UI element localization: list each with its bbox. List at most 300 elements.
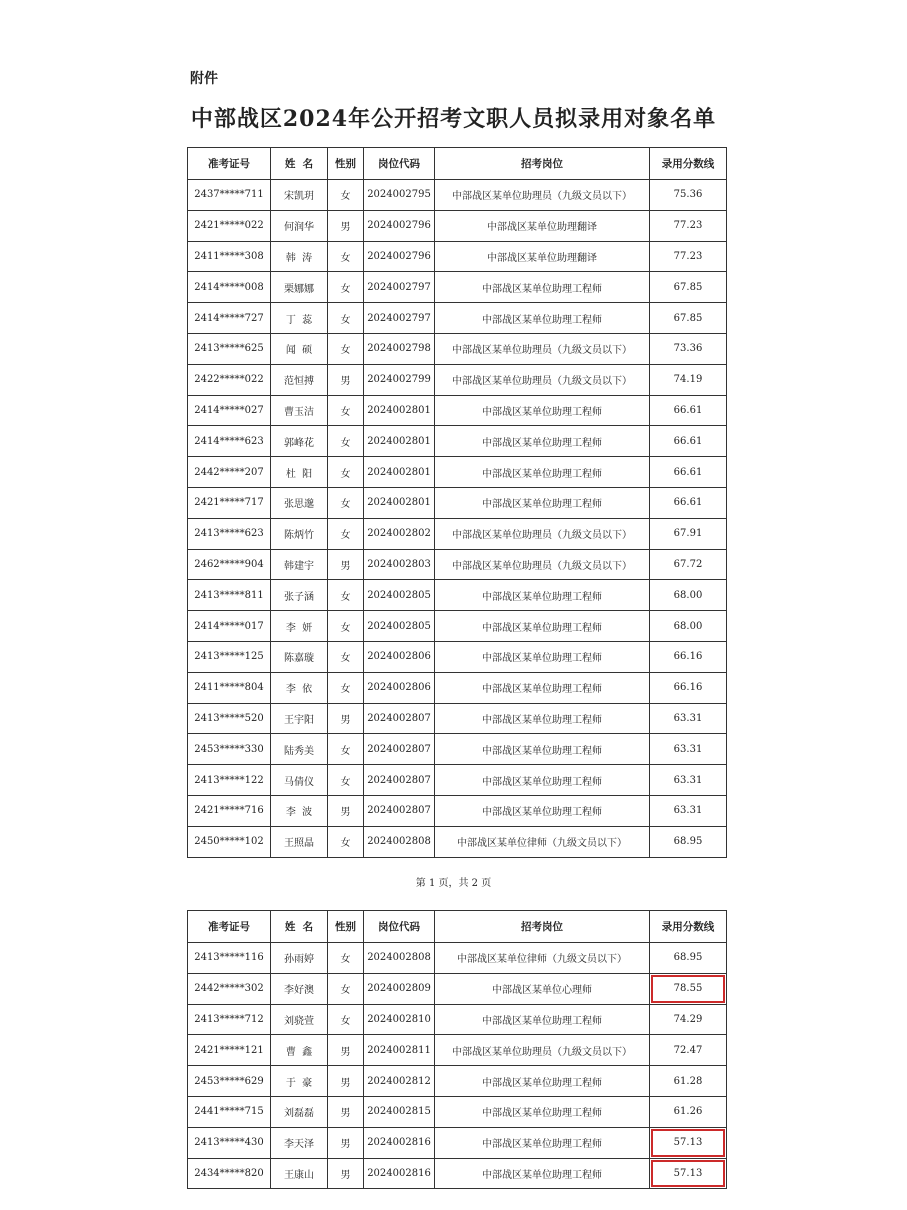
name-cell-text: 孙雨婷 (284, 954, 314, 966)
gender-cell-text: 女 (340, 530, 351, 542)
exam-id-cell (188, 641, 271, 672)
table-row (188, 549, 727, 580)
name-cell-text: 郭峰花 (284, 437, 314, 449)
position-cell-text: 中部战区某单位助理工程师 (482, 437, 602, 449)
gender-cell-text: 女 (340, 653, 351, 665)
position-code-cell (364, 795, 435, 826)
name-cell (271, 795, 328, 826)
position-code-cell (364, 1158, 435, 1189)
score-cell-text: 68.95 (673, 836, 703, 848)
position-code-cell (364, 272, 435, 303)
score-cell-text: 57.13 (673, 1137, 703, 1149)
position-code-cell-text: 2024002807 (367, 712, 431, 724)
name-cell (271, 272, 328, 303)
gender-cell-text: 女 (340, 499, 351, 511)
position-code-cell-text: 2024002812 (367, 1075, 431, 1087)
score-cell-text: 66.16 (673, 651, 703, 663)
score-cell-text: 74.19 (673, 374, 703, 386)
gender-cell-text: 女 (340, 314, 351, 326)
name-cell (271, 1158, 328, 1189)
position-code-cell-text: 2024002801 (367, 435, 431, 447)
exam-id-cell (188, 272, 271, 303)
table-header-row (188, 911, 727, 943)
position-code-cell-text: 2024002797 (367, 312, 431, 324)
table-row (188, 1127, 727, 1158)
position-cell-text: 中部战区某单位助理工程师 (482, 1169, 602, 1181)
position-cell-text: 中部战区某单位律师（九级文员以下） (457, 954, 627, 966)
table-row (188, 426, 727, 457)
exam-id-cell-text: 2411*****308 (194, 250, 264, 262)
gender-cell (328, 1035, 364, 1066)
position-cell (435, 795, 650, 826)
exam-id-cell-text: 2437*****711 (194, 189, 264, 201)
header-score-line: 录用分数线 (650, 148, 727, 180)
position-cell-text: 中部战区某单位助理工程师 (482, 591, 602, 603)
score-cell (650, 973, 727, 1004)
exam-id-cell (188, 1004, 271, 1035)
position-code-cell (364, 1066, 435, 1097)
header-name: 姓 名 (271, 148, 328, 180)
table-row (188, 1035, 727, 1066)
name-cell (271, 457, 328, 488)
name-cell-text: 栗娜娜 (284, 283, 314, 295)
header-exam-id: 准考证号 (188, 148, 271, 180)
gender-cell (328, 795, 364, 826)
position-cell-text: 中部战区某单位助理工程师 (482, 406, 602, 418)
position-cell (435, 943, 650, 974)
score-cell-text: 66.16 (673, 682, 703, 694)
gender-cell (328, 272, 364, 303)
exam-id-cell (188, 795, 271, 826)
name-cell-text: 陈嘉璇 (284, 653, 314, 665)
position-cell-text: 中部战区某单位助理员（九级文员以下） (452, 376, 632, 388)
table-row (188, 826, 727, 857)
name-cell (271, 580, 328, 611)
position-code-cell-text: 2024002796 (367, 220, 431, 232)
score-highlight-box (651, 1129, 725, 1157)
header-exam-id: 准考证号 (188, 911, 271, 943)
exam-id-cell-text: 2453*****330 (194, 743, 264, 755)
gender-cell (328, 672, 364, 703)
position-cell (435, 364, 650, 395)
gender-cell (328, 364, 364, 395)
gender-cell-text: 男 (340, 1108, 351, 1120)
position-code-cell (364, 973, 435, 1004)
position-cell-text: 中部战区某单位助理工程师 (482, 499, 602, 511)
position-code-cell (364, 1004, 435, 1035)
name-cell (271, 364, 328, 395)
position-cell-text: 中部战区某单位助理员（九级文员以下） (452, 530, 632, 542)
position-cell-text: 中部战区某单位心理师 (492, 985, 592, 997)
name-cell (271, 549, 328, 580)
gender-cell-text: 女 (340, 684, 351, 696)
position-code-cell-text: 2024002803 (367, 558, 431, 570)
position-cell-text: 中部战区某单位助理工程师 (482, 653, 602, 665)
score-highlight-box (651, 975, 725, 1003)
gender-cell-text: 女 (340, 252, 351, 264)
table-row (188, 303, 727, 334)
gender-cell (328, 1158, 364, 1189)
position-code-cell (364, 333, 435, 364)
exam-id-cell (188, 487, 271, 518)
exam-id-cell (188, 457, 271, 488)
position-cell (435, 734, 650, 765)
position-cell (435, 1066, 650, 1097)
position-cell (435, 457, 650, 488)
position-code-cell-text: 2024002807 (367, 774, 431, 786)
exam-id-cell (188, 364, 271, 395)
header-gender: 性别 (328, 911, 364, 943)
exam-id-cell (188, 826, 271, 857)
score-cell (650, 734, 727, 765)
gender-cell (328, 180, 364, 211)
position-code-cell-text: 2024002815 (367, 1106, 431, 1118)
exam-id-cell (188, 734, 271, 765)
gender-cell (328, 333, 364, 364)
gender-cell-text: 女 (340, 776, 351, 788)
position-code-cell-text: 2024002806 (367, 651, 431, 663)
table-row (188, 1096, 727, 1127)
score-cell-text: 67.85 (673, 281, 703, 293)
position-cell (435, 703, 650, 734)
position-code-cell (364, 672, 435, 703)
gender-cell-text: 男 (340, 807, 351, 819)
exam-id-cell (188, 580, 271, 611)
position-code-cell-text: 2024002799 (367, 374, 431, 386)
position-cell (435, 672, 650, 703)
gender-cell (328, 1096, 364, 1127)
exam-id-cell-text: 2422*****022 (194, 374, 264, 386)
name-cell (271, 333, 328, 364)
position-cell (435, 241, 650, 272)
position-cell (435, 641, 650, 672)
score-cell-text: 66.61 (673, 466, 703, 478)
score-cell (650, 580, 727, 611)
position-code-cell-text: 2024002811 (367, 1044, 431, 1056)
name-cell (271, 1096, 328, 1127)
position-code-cell (364, 241, 435, 272)
score-cell (650, 518, 727, 549)
score-cell (650, 1004, 727, 1035)
position-cell-text: 中部战区某单位助理工程师 (482, 283, 602, 295)
position-code-cell-text: 2024002807 (367, 743, 431, 755)
exam-id-cell (188, 703, 271, 734)
exam-id-cell-text: 2462*****904 (194, 558, 264, 570)
gender-cell (328, 241, 364, 272)
table-row (188, 672, 727, 703)
name-cell (271, 1004, 328, 1035)
name-cell (271, 518, 328, 549)
score-cell (650, 611, 727, 642)
position-cell (435, 272, 650, 303)
gender-cell (328, 1004, 364, 1035)
exam-id-cell (188, 1035, 271, 1066)
name-cell-text: 张子涵 (284, 591, 314, 603)
name-cell (271, 241, 328, 272)
gender-cell (328, 943, 364, 974)
position-code-cell (364, 518, 435, 549)
position-code-cell-text: 2024002808 (367, 952, 431, 964)
position-cell-text: 中部战区某单位助理工程师 (482, 622, 602, 634)
position-cell-text: 中部战区某单位助理员（九级文员以下） (452, 191, 632, 203)
score-cell (650, 703, 727, 734)
score-cell-text: 73.36 (673, 343, 703, 355)
position-cell (435, 1127, 650, 1158)
score-cell-text: 63.31 (673, 805, 703, 817)
name-cell (271, 826, 328, 857)
exam-id-cell-text: 2421*****121 (194, 1044, 264, 1056)
position-code-cell-text: 2024002801 (367, 497, 431, 509)
exam-id-cell-text: 2413*****712 (194, 1013, 264, 1025)
gender-cell-text: 女 (340, 1015, 351, 1027)
position-cell-text: 中部战区某单位助理工程师 (482, 714, 602, 726)
gender-cell (328, 611, 364, 642)
exam-id-cell (188, 333, 271, 364)
position-code-cell-text: 2024002798 (367, 343, 431, 355)
position-code-cell (364, 1035, 435, 1066)
position-code-cell (364, 1127, 435, 1158)
score-cell (650, 943, 727, 974)
header-position-code: 岗位代码 (364, 911, 435, 943)
name-cell-text: 陆秀美 (284, 745, 314, 757)
score-cell-text: 57.13 (673, 1167, 703, 1179)
exam-id-cell (188, 303, 271, 334)
exam-id-cell-text: 2442*****207 (194, 466, 264, 478)
exam-id-cell-text: 2413*****520 (194, 712, 264, 724)
score-cell-text: 63.31 (673, 743, 703, 755)
gender-cell-text: 男 (340, 222, 351, 234)
name-cell-text: 李天泽 (284, 1139, 314, 1151)
score-cell (650, 457, 727, 488)
position-code-cell (364, 943, 435, 974)
exam-id-cell (188, 549, 271, 580)
position-cell-text: 中部战区某单位助理工程师 (482, 807, 602, 819)
score-cell (650, 795, 727, 826)
score-cell-text: 66.61 (673, 435, 703, 447)
score-cell (650, 549, 727, 580)
position-code-cell (364, 395, 435, 426)
score-cell-text: 61.26 (673, 1106, 703, 1118)
score-cell (650, 672, 727, 703)
position-cell-text: 中部战区某单位助理工程师 (482, 684, 602, 696)
score-cell-text: 66.61 (673, 404, 703, 416)
name-cell (271, 303, 328, 334)
position-code-cell (364, 180, 435, 211)
exam-id-cell (188, 1096, 271, 1127)
gender-cell-text: 女 (340, 745, 351, 757)
name-cell-text: 王康山 (284, 1169, 314, 1181)
position-cell-text: 中部战区某单位助理工程师 (482, 776, 602, 788)
admission-table-page-1 (187, 147, 727, 858)
score-highlight-box (651, 1160, 725, 1188)
gender-cell (328, 549, 364, 580)
gender-cell-text: 男 (340, 376, 351, 388)
gender-cell-text: 女 (340, 838, 351, 850)
header-score-line: 录用分数线 (650, 911, 727, 943)
position-cell-text: 中部战区某单位助理员（九级文员以下） (452, 345, 632, 357)
header-position: 招考岗位 (435, 148, 650, 180)
table-row (188, 943, 727, 974)
name-cell-text: 刘磊磊 (284, 1108, 314, 1120)
position-code-cell-text: 2024002802 (367, 528, 431, 540)
table-row (188, 580, 727, 611)
position-cell-text: 中部战区某单位助理工程师 (482, 468, 602, 480)
name-cell-text: 范恒搏 (284, 376, 314, 388)
name-cell-text: 丁 蕊 (285, 314, 313, 326)
name-cell (271, 395, 328, 426)
position-cell (435, 487, 650, 518)
position-code-cell-text: 2024002797 (367, 281, 431, 293)
position-cell (435, 549, 650, 580)
name-cell (271, 943, 328, 974)
score-cell-text: 68.00 (673, 620, 703, 632)
page-footer: 第 1 页，共 2 页 (415, 878, 492, 889)
header-name: 姓 名 (271, 911, 328, 943)
score-cell (650, 765, 727, 796)
position-code-cell (364, 611, 435, 642)
position-code-cell-text: 2024002805 (367, 589, 431, 601)
gender-cell-text: 男 (340, 1046, 351, 1058)
table-row (188, 518, 727, 549)
exam-id-cell-text: 2413*****125 (194, 651, 264, 663)
position-cell (435, 580, 650, 611)
name-cell-text: 刘骁萱 (284, 1015, 314, 1027)
name-cell (271, 487, 328, 518)
score-cell (650, 426, 727, 457)
name-cell-text: 李 波 (285, 807, 313, 819)
position-cell (435, 1158, 650, 1189)
name-cell (271, 765, 328, 796)
exam-id-cell-text: 2421*****717 (194, 497, 264, 509)
exam-id-cell (188, 943, 271, 974)
exam-id-cell-text: 2441*****715 (194, 1106, 264, 1118)
name-cell-text: 闻 硕 (285, 345, 313, 357)
position-cell-text: 中部战区某单位助理工程师 (482, 314, 602, 326)
score-cell-text: 68.00 (673, 589, 703, 601)
position-cell (435, 180, 650, 211)
position-cell-text: 中部战区某单位助理工程师 (482, 1108, 602, 1120)
exam-id-cell-text: 2453*****629 (194, 1075, 264, 1087)
position-cell (435, 333, 650, 364)
exam-id-cell (188, 765, 271, 796)
score-cell-text: 66.61 (673, 497, 703, 509)
gender-cell (328, 826, 364, 857)
name-cell-text: 李 依 (285, 684, 313, 696)
score-cell (650, 395, 727, 426)
score-cell (650, 487, 727, 518)
score-cell (650, 1096, 727, 1127)
score-cell-text: 63.31 (673, 712, 703, 724)
name-cell (271, 611, 328, 642)
name-cell-text: 马倩仪 (284, 776, 314, 788)
position-code-cell (364, 641, 435, 672)
table-row (188, 241, 727, 272)
score-cell (650, 641, 727, 672)
name-cell (271, 180, 328, 211)
position-code-cell-text: 2024002808 (367, 836, 431, 848)
gender-cell (328, 765, 364, 796)
position-cell (435, 1004, 650, 1035)
exam-id-cell (188, 973, 271, 1004)
name-cell-text: 王宇阳 (284, 714, 314, 726)
table-row (188, 487, 727, 518)
name-cell (271, 672, 328, 703)
position-code-cell (364, 303, 435, 334)
exam-id-cell-text: 2414*****017 (194, 620, 264, 632)
exam-id-cell-text: 2414*****008 (194, 281, 264, 293)
exam-id-cell (188, 180, 271, 211)
gender-cell-text: 女 (340, 191, 351, 203)
score-cell-text: 74.29 (673, 1013, 703, 1025)
position-cell-text: 中部战区某单位律师（九级文员以下） (457, 838, 627, 850)
page-title: 中部战区2024年公开招考文职人员拟录用对象名单 (190, 106, 717, 132)
position-code-cell-text: 2024002795 (367, 189, 431, 201)
position-code-cell (364, 1096, 435, 1127)
name-cell-text: 李 妍 (285, 622, 313, 634)
gender-cell (328, 303, 364, 334)
gender-cell (328, 426, 364, 457)
exam-id-cell (188, 210, 271, 241)
exam-id-cell (188, 395, 271, 426)
exam-id-cell-text: 2413*****625 (194, 343, 264, 355)
header-position: 招考岗位 (435, 911, 650, 943)
attachment-label: 附件 (190, 71, 218, 87)
position-cell (435, 426, 650, 457)
gender-cell-text: 男 (340, 560, 351, 572)
table-row (188, 734, 727, 765)
table-row (188, 611, 727, 642)
name-cell (271, 1035, 328, 1066)
name-cell (271, 734, 328, 765)
exam-id-cell (188, 672, 271, 703)
name-cell-text: 于 豪 (285, 1077, 313, 1089)
exam-id-cell (188, 1066, 271, 1097)
position-code-cell-text: 2024002807 (367, 805, 431, 817)
gender-cell (328, 457, 364, 488)
name-cell (271, 1066, 328, 1097)
position-code-cell-text: 2024002816 (367, 1167, 431, 1179)
score-cell-text: 63.31 (673, 774, 703, 786)
table-row (188, 795, 727, 826)
score-cell (650, 1127, 727, 1158)
score-cell (650, 272, 727, 303)
name-cell-text: 王照晶 (284, 838, 314, 850)
exam-id-cell-text: 2442*****302 (194, 983, 264, 995)
gender-cell-text: 男 (340, 1169, 351, 1181)
name-cell (271, 641, 328, 672)
score-cell-text: 77.23 (673, 250, 703, 262)
name-cell (271, 703, 328, 734)
name-cell-text: 张思邈 (284, 499, 314, 511)
table-header-row (188, 148, 727, 180)
score-cell-text: 61.28 (673, 1075, 703, 1087)
score-cell-text: 67.72 (673, 558, 703, 570)
position-cell-text: 中部战区某单位助理工程师 (482, 1015, 602, 1027)
gender-cell-text: 女 (340, 591, 351, 603)
position-cell (435, 1035, 650, 1066)
table-row (188, 395, 727, 426)
position-code-cell-text: 2024002805 (367, 620, 431, 632)
name-cell-text: 曹玉洁 (284, 406, 314, 418)
gender-cell-text: 男 (340, 1077, 351, 1089)
position-cell (435, 765, 650, 796)
gender-cell-text: 女 (340, 406, 351, 418)
gender-cell-text: 女 (340, 954, 351, 966)
table-row (188, 272, 727, 303)
position-cell-text: 中部战区某单位助理员（九级文员以下） (452, 560, 632, 572)
score-cell-text: 77.23 (673, 220, 703, 232)
position-cell (435, 303, 650, 334)
